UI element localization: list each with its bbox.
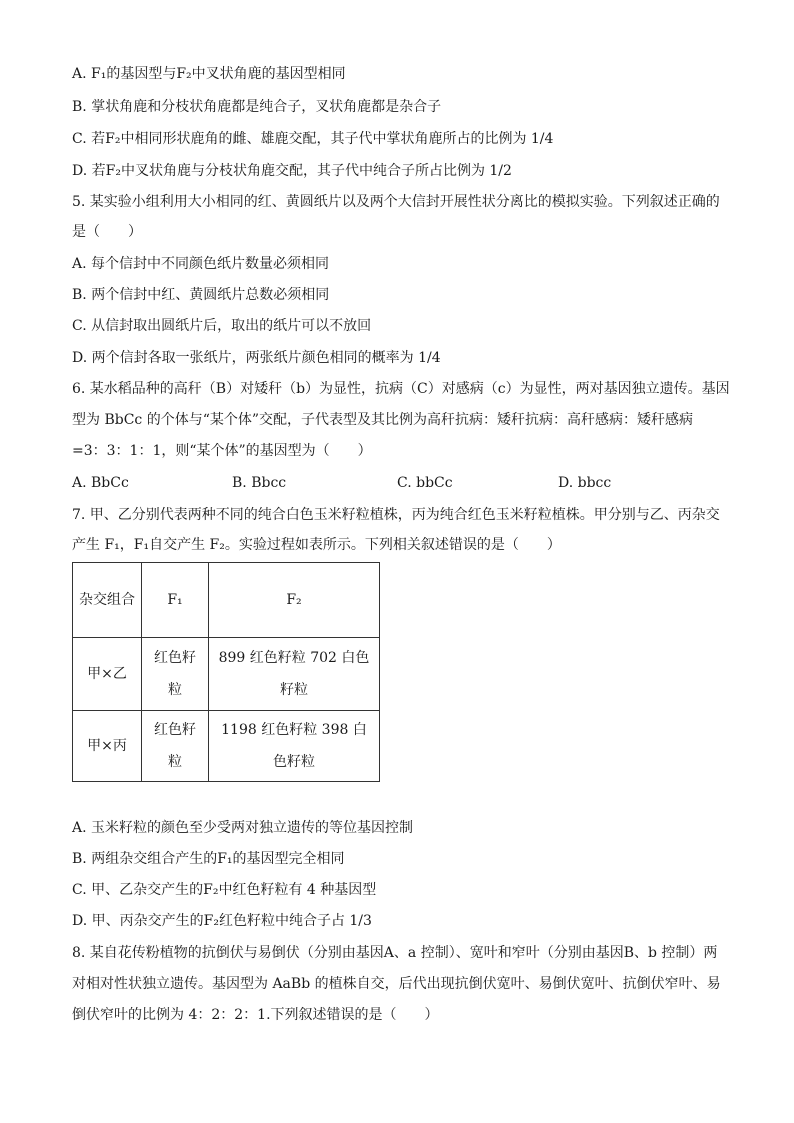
q7-stem-line2: 产生 F₁，F₁自交产生 F₂。实验过程如表所示。下列相关叙述错误的是（ ） <box>72 537 561 553</box>
q7-option-b: B. 两组杂交组合产生的F₁的基因型完全相同 <box>72 851 345 867</box>
table-header-f2: F₂ <box>209 563 380 638</box>
q8-stem-line1: 8. 某自花传粉植物的抗倒伏与易倒伏（分别由基因A、a 控制）、宽叶和窄叶（分别由基因B、b 控制）两 <box>72 945 718 961</box>
table-header-row <box>73 563 380 638</box>
q8-stem-line2: 对相对性状独立遗传。基因型为 AaBb 的植株自交，后代出现抗倒伏宽叶、易倒伏宽叶、抗倒伏窄叶、易 <box>72 976 721 992</box>
q5-option-c: C. 从信封取出圆纸片后，取出的纸片可以不放回 <box>72 318 372 334</box>
table-header-cross: 杂交组合 <box>73 563 142 638</box>
table-row <box>73 638 380 711</box>
table-cell-cross: 甲×丙 <box>73 711 142 782</box>
q6-option-c: C. bbCc <box>397 475 453 491</box>
table-cell-f1: 红色籽粒 <box>142 711 209 782</box>
q5-option-d: D. 两个信封各取一张纸片，两张纸片颜色相同的概率为 1/4 <box>72 350 441 366</box>
q4-option-c: C. 若F₂中相同形状鹿角的雌、雄鹿交配，其子代中掌状角鹿所占的比例为 1/4 <box>72 131 554 147</box>
q6-option-d: D. bbcc <box>558 475 612 491</box>
q7-stem-line1: 7. 甲、乙分别代表两种不同的纯合白色玉米籽粒植株，丙为纯合红色玉米籽粒植株。甲分别与乙、丙杂交 <box>72 507 720 523</box>
q4-option-d: D. 若F₂中叉状角鹿与分枝状角鹿交配，其子代中纯合子所占比例为 1/2 <box>72 163 512 179</box>
q6-option-a: A. BbCc <box>72 475 129 491</box>
table-cell-f1: 红色籽粒 <box>142 638 209 711</box>
q7-option-d: D. 甲、丙杂交产生的F₂红色籽粒中纯合子占 1/3 <box>72 913 372 929</box>
table-header-f1: F₁ <box>142 563 209 638</box>
q7-option-c: C. 甲、乙杂交产生的F₂中红色籽粒有 4 种基因型 <box>72 882 377 898</box>
q7-table <box>72 562 380 782</box>
q6-stem-line1: 6. 某水稻品种的高秆（B）对矮秆（b）为显性，抗病（C）对感病（c）为显性，两对基因独立遗传。基因 <box>72 381 730 397</box>
q5-option-b: B. 两个信封中红、黄圆纸片总数必须相同 <box>72 287 330 303</box>
q5-stem-line2: 是（ ） <box>72 224 142 240</box>
q6-stem-line2: 型为 BbCc 的个体与“某个体”交配，子代表型及其比例为高秆抗病：矮秆抗病：高秆感病：矮秆感病 <box>72 412 694 428</box>
table-cell-f2: 899 红色籽粒 702 白色籽粒 <box>209 638 380 711</box>
q5-option-a: A. 每个信封中不同颜色纸片数量必须相同 <box>72 256 330 272</box>
table-row <box>73 711 380 782</box>
q5-stem-line1: 5. 某实验小组利用大小相同的红、黄圆纸片以及两个大信封开展性状分离比的模拟实验。下列叙述正确的 <box>72 194 720 210</box>
q6-stem-line3: =3：3：1：1，则“某个体”的基因型为（ ） <box>72 443 372 459</box>
q4-option-b: B. 掌状角鹿和分枝状角鹿都是纯合子，叉状角鹿都是杂合子 <box>72 99 442 115</box>
table-cell-f2: 1198 红色籽粒 398 白色籽粒 <box>209 711 380 782</box>
q8-stem-line3: 倒伏窄叶的比例为 4：2：2：1.下列叙述错误的是（ ） <box>72 1007 439 1023</box>
table-cell-cross: 甲×乙 <box>73 638 142 711</box>
q7-option-a: A. 玉米籽粒的颜色至少受两对独立遗传的等位基因控制 <box>72 820 414 836</box>
q6-option-b: B. Bbcc <box>232 475 287 491</box>
q4-option-a: A. F₁的基因型与F₂中叉状角鹿的基因型相同 <box>72 66 346 82</box>
